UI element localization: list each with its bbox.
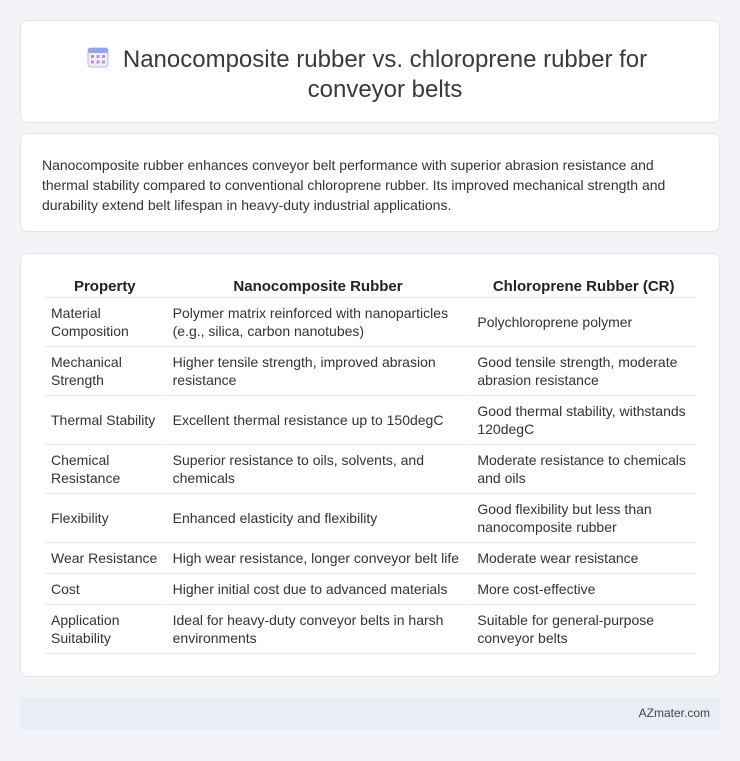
table-row [45, 543, 696, 574]
table-row [45, 396, 696, 445]
property-cell: Mechanical Strength [45, 347, 165, 396]
source-link[interactable]: AZmater.com [638, 706, 710, 720]
property-cell: Flexibility [45, 494, 165, 543]
table-row [45, 298, 696, 347]
property-cell: Chemical Resistance [45, 445, 165, 494]
comparison-table [43, 276, 698, 654]
table-row [45, 347, 696, 396]
chloroprene-cell: More cost-effective [471, 574, 696, 605]
property-cell: Material Composition [45, 298, 165, 347]
nanocomposite-cell: Higher initial cost due to advanced materials [167, 574, 470, 605]
header-chloroprene: Chloroprene Rubber (CR) [471, 276, 696, 298]
page-title: Nanocomposite rubber vs. chloroprene rubber for conveyor belts [122, 46, 648, 103]
chloroprene-cell: Good flexibility but less than nanocomposite rubber [471, 494, 696, 543]
table-row [45, 445, 696, 494]
header-nanocomposite: Nanocomposite Rubber [167, 276, 470, 298]
nanocomposite-cell: Polymer matrix reinforced with nanoparticles (e.g., silica, carbon nanotubes) [167, 298, 470, 347]
property-cell: Wear Resistance [45, 543, 165, 574]
chloroprene-cell: Suitable for general-purpose conveyor belts [471, 605, 696, 654]
property-cell: Application Suitability [45, 605, 165, 654]
nanocomposite-cell: Ideal for heavy-duty conveyor belts in harsh environments [167, 605, 470, 654]
property-cell: Thermal Stability [45, 396, 165, 445]
chloroprene-cell: Moderate wear resistance [471, 543, 696, 574]
property-cell: Cost [45, 574, 165, 605]
comparison-table-card [20, 253, 720, 677]
table-header-row [45, 276, 696, 298]
nanocomposite-cell: Enhanced elasticity and flexibility [167, 494, 470, 543]
nanocomposite-cell: Superior resistance to oils, solvents, and chemicals [167, 445, 470, 494]
nanocomposite-cell: High wear resistance, longer conveyor belt life [167, 543, 470, 574]
table-row [45, 574, 696, 605]
header-property: Property [45, 276, 165, 298]
chloroprene-cell: Polychloroprene polymer [471, 298, 696, 347]
table-row [45, 494, 696, 543]
nanocomposite-cell: Higher tensile strength, improved abrasion resistance [167, 347, 470, 396]
table-row [45, 605, 696, 654]
chloroprene-cell: Good tensile strength, moderate abrasion resistance [471, 347, 696, 396]
chloroprene-cell: Moderate resistance to chemicals and oils [471, 445, 696, 494]
summary-text: Nanocomposite rubber enhances conveyor belt performance with superior abrasion resistance and thermal stability compared to conventional chloroprene rubber. Its improved mechanical strength and durability extend belt lifespan in heavy-duty industrial applications. [42, 157, 666, 213]
summary-card [20, 133, 720, 232]
nanocomposite-cell: Excellent thermal resistance up to 150degC [167, 396, 470, 445]
footer-bar [20, 697, 720, 730]
title-card [20, 20, 720, 123]
chloroprene-cell: Good thermal stability, withstands 120degC [471, 396, 696, 445]
